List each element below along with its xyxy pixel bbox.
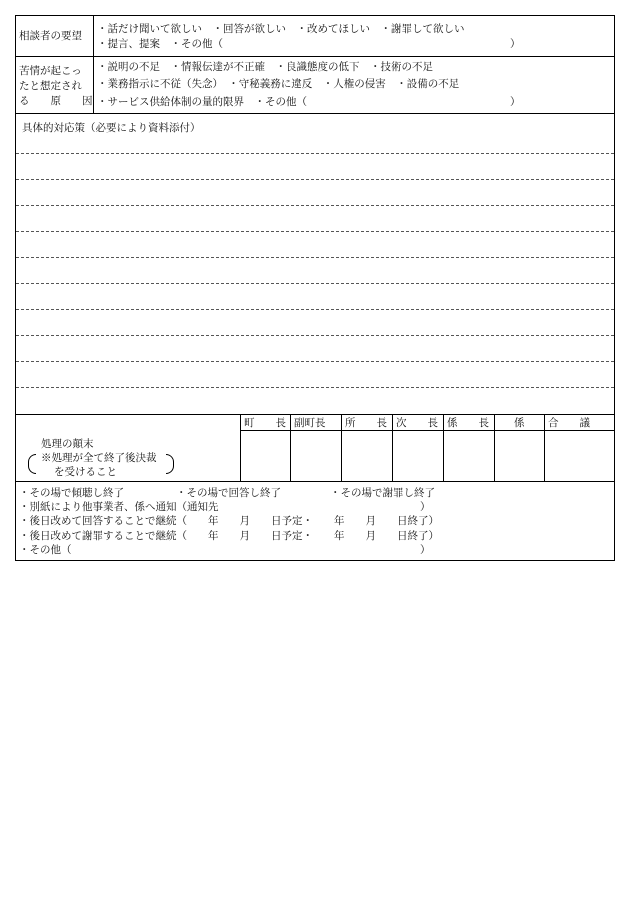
measure-line <box>16 205 614 206</box>
measure-line <box>16 387 614 388</box>
outcome-other-close: ） <box>420 544 431 556</box>
cause-options-line3: ・サービス供給体制の量的限界 ・その他（ <box>97 96 307 108</box>
measures-label: 具体的対応策（必要により資料添付） <box>22 122 201 134</box>
approval-header-consultation: 合 議 <box>548 417 590 429</box>
measure-line <box>16 179 614 180</box>
divider-2 <box>16 113 614 114</box>
measure-line <box>16 335 614 336</box>
approval-header-staff: 係 <box>514 417 525 429</box>
approval-header-mayor: 町 長 <box>244 417 286 429</box>
outcome-listen-end: ・その場で傾聴し終了 <box>19 487 124 499</box>
approval-header-deputy-director: 次 長 <box>396 417 438 429</box>
complaint-form <box>15 15 615 561</box>
cause-options-line2: ・業務指示に不従（失念） ・守秘義務に違反 ・人権の侵害 ・設備の不足 <box>97 78 460 90</box>
note-paren-left <box>28 454 36 474</box>
approval-col-divider <box>494 414 495 481</box>
approval-header-section-chief: 係 長 <box>447 417 489 429</box>
outcome-notify-close: ） <box>420 501 431 513</box>
outcome-later-apology: ・後日改めて謝罪することで継続（ 年 月 日予定・ 年 月 日終了） <box>19 530 439 542</box>
measure-line <box>16 283 614 284</box>
approval-col-divider <box>290 414 291 481</box>
cause-label-1: 苦情が起こっ <box>19 65 82 77</box>
process-note-line1: ※処理が全て終了後決裁 <box>41 452 157 464</box>
request-options-line2: ・提言、提案 ・その他（ <box>97 38 223 50</box>
measure-line <box>16 153 614 154</box>
approval-col-divider <box>341 414 342 481</box>
process-note-line2: を受けること <box>54 466 117 478</box>
outcome-notify-other: ・別紙により他事業者、係へ通知（通知先 <box>19 501 219 513</box>
outcome-answer-end: ・その場で回答し終了 <box>176 487 281 499</box>
measure-line <box>16 257 614 258</box>
approval-col-divider <box>443 414 444 481</box>
approval-header-divider <box>240 430 614 431</box>
divider-4 <box>16 481 614 482</box>
divider-1 <box>16 56 614 57</box>
request-label: 相談者の要望 <box>19 30 82 42</box>
outcome-later-answer: ・後日改めて回答することで継続（ 年 月 日予定・ 年 月 日終了） <box>19 515 439 527</box>
label-column-divider <box>93 16 94 114</box>
outcome-other: ・その他（ <box>19 544 72 556</box>
measure-line <box>16 231 614 232</box>
cause-other-close: ） <box>510 96 521 108</box>
note-paren-right <box>166 454 174 474</box>
request-options-line1: ・話だけ聞いて欲しい ・回答が欲しい ・改めてほしい ・謝罪して欲しい <box>97 23 465 35</box>
cause-label-2: たと想定され <box>19 80 82 92</box>
approval-col-divider <box>544 414 545 481</box>
measure-line <box>16 309 614 310</box>
divider-3 <box>16 414 614 415</box>
request-other-close: ） <box>510 38 521 50</box>
approval-header-deputy-mayor: 副町長 <box>294 417 326 429</box>
outcome-apology-end: ・その場で謝罪し終了 <box>330 487 435 499</box>
measure-line <box>16 361 614 362</box>
cause-label-3: る 原 因 <box>19 95 93 107</box>
process-title: 処理の顛末 <box>41 438 94 450</box>
approval-table-left <box>240 414 241 481</box>
approval-header-director: 所 長 <box>345 417 387 429</box>
approval-col-divider <box>392 414 393 481</box>
cause-options-line1: ・説明の不足 ・情報伝達が不正確 ・良識態度の低下 ・技術の不足 <box>97 61 433 73</box>
